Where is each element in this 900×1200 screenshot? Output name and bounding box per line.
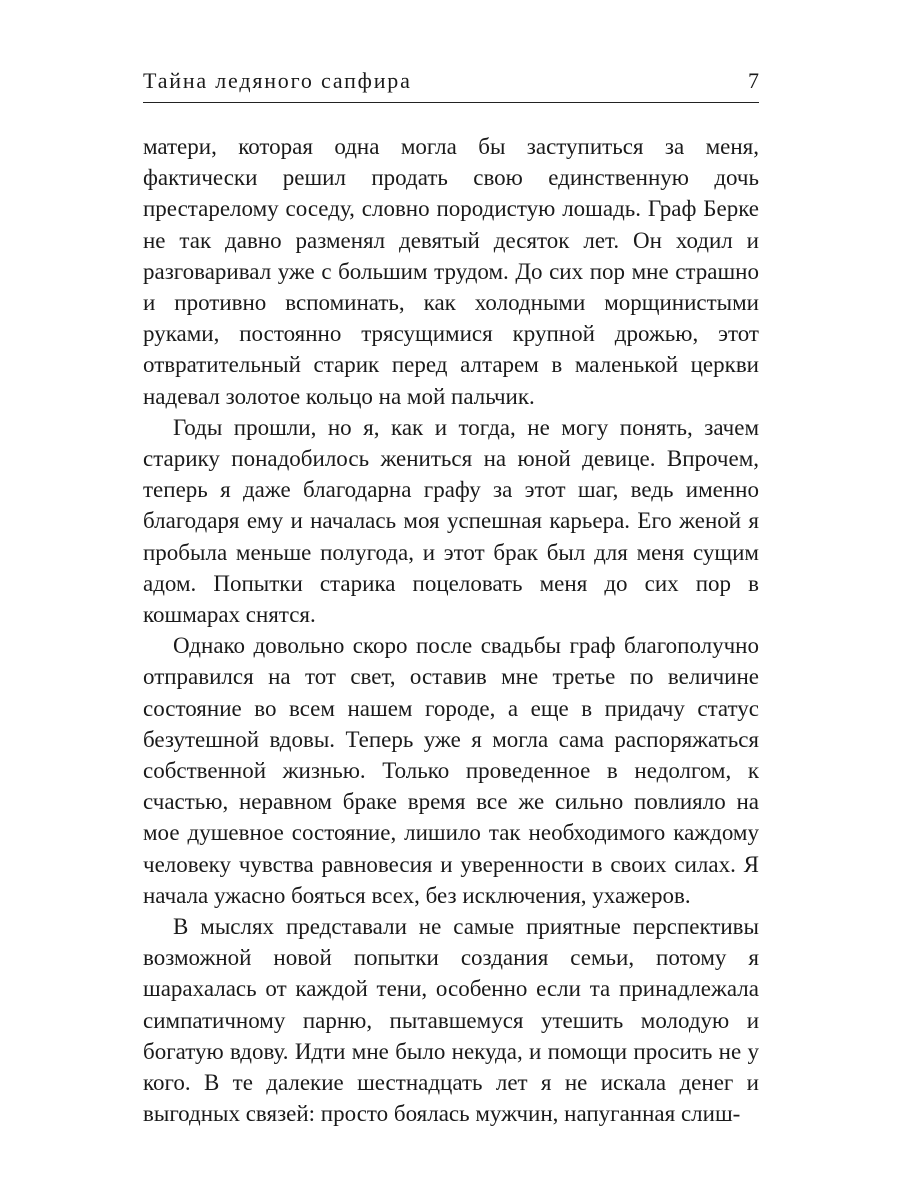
running-header (143, 62, 759, 103)
running-title: Тайна ледяного сапфира (143, 68, 412, 93)
paragraph-continued: матери, которая одна могла бы заступиться за меня, фактически решил продать свою единственную дочь престарелому соседу, словно породистую лошадь. Граф Берке не так давно разменял девятый десяток лет. Он ходил и разговаривал уже с большим трудом. До сих пор мне страшно и противно вспоминать, как холодными морщинистыми руками, постоянно трясущимися крупной дрожью, этот отвратительный старик перед алтарем в маленькой церкви надевал золотое кольцо на мой пальчик. (143, 134, 759, 409)
book-page (143, 62, 759, 1142)
page-number: 7 (748, 68, 759, 93)
paragraph: Годы прошли, но я, как и тогда, не могу понять, зачем старику понадобилось жениться на юной девице. Впрочем, теперь я даже благодарна графу за этот шаг, ведь именно благодаря ему и началась моя успешная карьера. Его женой я пробыла меньше полугода, и этот брак был для меня сущим адом. Попытки старика поцеловать меня до сих пор в кошмарах снятся. (143, 414, 759, 628)
paragraph: Однако довольно скоро после свадьбы граф благополучно отправился на тот свет, оставив мне третье по величине состояние во всем нашем городе, а еще в придачу статус безутешной вдовы. Теперь уже я могла сама распоряжаться собственной жизнью. Только проведенное в недолгом, к счастью, неравном браке время все же сильно повлияло на мое душевное состояние, лишило так необходимого каждому человеку чувства равновесия и уверенности в своих силах. Я начала ужасно бояться всех, без исключения, ухажеров. (143, 633, 759, 908)
paragraph: В мыслях представали не самые приятные перспективы возможной новой попытки создания семьи, потому я шарахалась от каждой тени, особенно если та принадлежала симпатичному парню, пытавшемуся утешить молодую и богатую вдову. Идти мне было некуда, и помощи просить не у кого. В те далекие шестнадцать лет я не искала денег и выгодных связей: просто боялась мужчин, напуганная слиш- (143, 914, 759, 1127)
body-text (143, 131, 759, 1130)
